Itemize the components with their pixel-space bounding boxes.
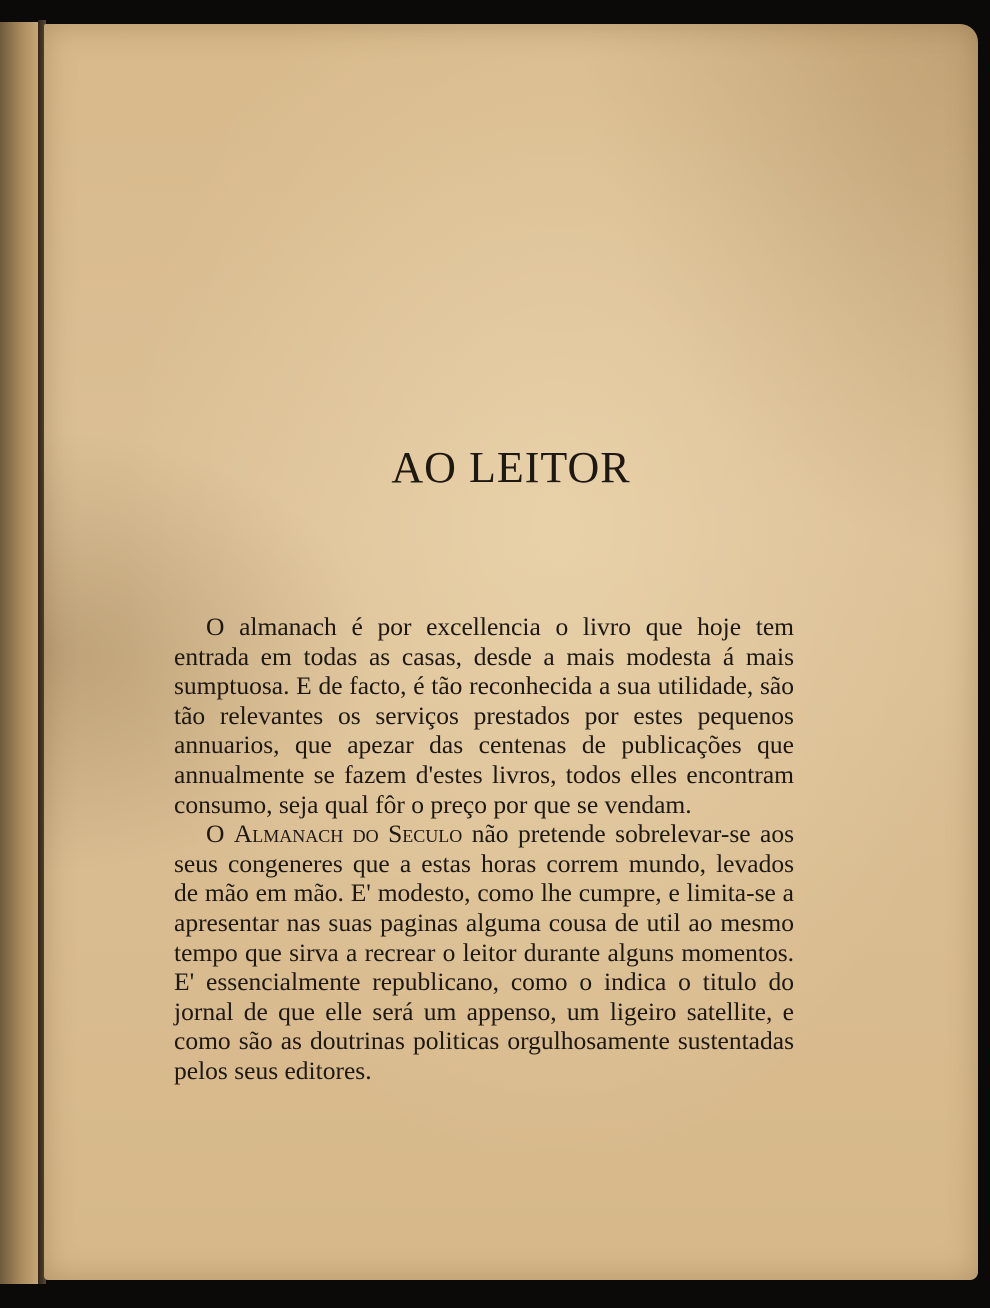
book-page: [44, 24, 978, 1280]
paragraph-2-start: O: [206, 819, 234, 849]
paragraph-1: O almanach é por excellencia o livro que hoje tem entrada em todas as casas, desde a mais modesta á mais sumptuosa. E de facto, é tão reconhecida a sua utilidade, são tão relevantes os serviços prestados por estes pequenos annuarios, que apezar das centenas de publicações que annualmente se fazem d'estes livros, todos elles encontram consumo, seja qual fôr o preço por que se vendam.: [174, 612, 794, 819]
page-title: AO LEITOR: [391, 443, 631, 492]
paragraph-2: [174, 819, 794, 1085]
almanach-title-ref: Almanach do Seculo: [233, 819, 463, 849]
paragraph-2-rest: não pretende sobrelevar-se aos seus congeneres que a estas horas correm mundo, levados de mão em mão. E' modesto, como lhe cumpre, e limita-se a apresentar nas suas paginas alguma cousa de util ao mesmo tempo que sirva a recrear o leitor durante alguns momentos. E' essencialmente republicano, como o indica o titulo do jornal de que elle será um appenso, um ligeiro satellite, e como são as doutrinas politicas orgulhosamente sustentadas pelos seus editores.: [174, 819, 795, 1085]
page-body: [174, 612, 794, 1086]
